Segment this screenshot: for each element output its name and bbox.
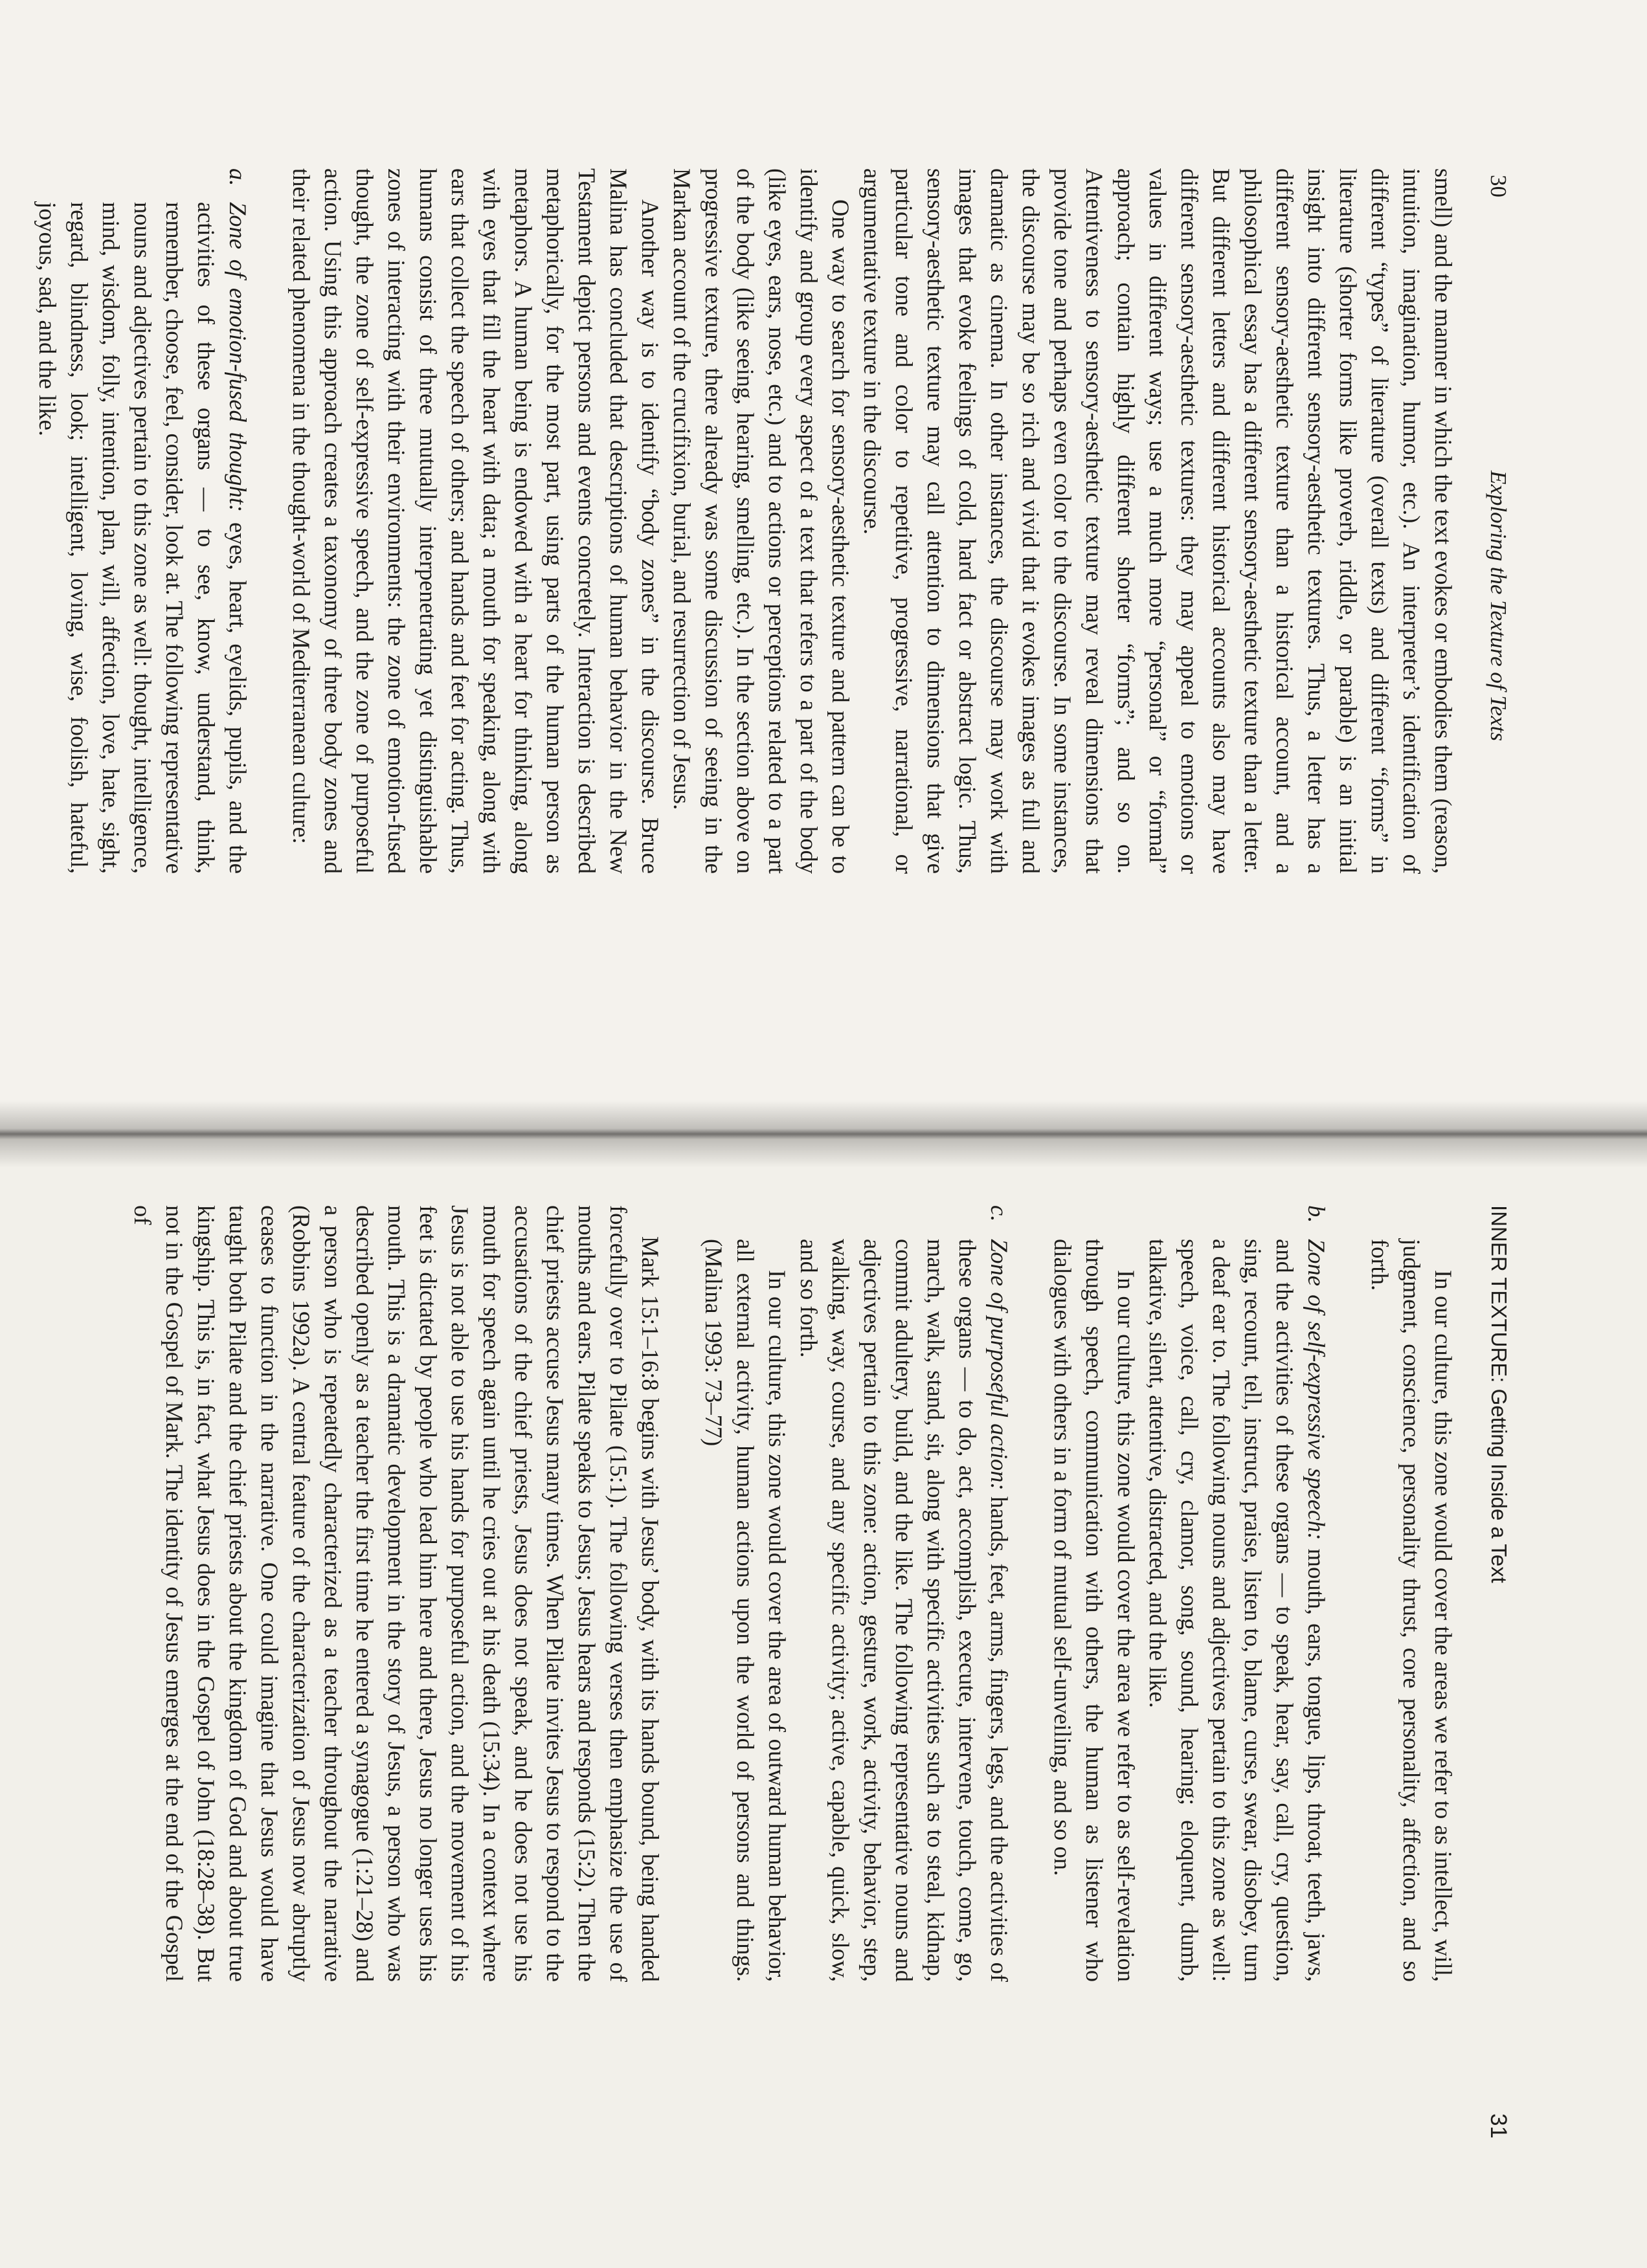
zone-a-title: Zone of emotion-fused thought: [225,202,251,513]
right-text-block [127,1205,1459,1982]
zone-c-body: hands, feet, arms, fingers, legs, and the activities of these organs — to do, act, accomplish, execute, intervene, touch, come, go, march, walk, stand, sit, along with specific activities such as to steal, kidnap, commit adultery, build, and the like. The following representative nouns and adjectives pertain to this zone: action, gesture, work, activity, behavior, step, walking, way, course, and any specific activity; active, capable, quick, slow, and so forth. [796,1239,1013,1982]
paragraph-2: One way to search for sensory-aesthetic texture and pattern can be to identify and group every aspect of a text that refers to a part of the body (like eyes, ears, nose, etc.) and to actions or perceptions related to a part of the body (like seeing, hearing, smelling, etc.). In the section above on progressive texture, there already was some discussion of seeing in the Markan account of the crucifixion, burial, and resurrection of Jesus. [669,168,854,874]
paragraph-mark: Mark 15:1–16:8 begins with Jesus’ body, with its hands bound, being handed forcefully over to Pilate (15:1). The following verses then emphasize the use of mouths and ears. Pilate speaks to Jesus; Jesus hears and responds (15:2). Then the chief priests accuse Jesus many times. When Pilate invites Jesus to respond to the accusations of the chief priests, Jesus does not speak, and he does not use his mouth for speech again until he cries out at his death (15:34). In a context where Jesus is not able to use his hands for purposeful action, and the movement of his feet is dictated by people who lead him here and there, Jesus no longer uses his mouth. This is a dramatic development in the story of Jesus, a person who was described openly as a teacher the first time he entered a synagogue (1:21–28) and a person who is repeatedly characterized as a teacher throughout the narrative (Robbins 1992a). A central feature of the characterization of Jesus now abruptly ceases to function in the narrative. One could imagine that Jesus would have taught both Pilate and the chief priests about the kingdom of God and about true kingship. This is, in fact, what Jesus does in the Gospel of John (18:28–38). But not in the Gospel of Mark. The identity of Jesus emerges at the end of the Gospel of [129,1205,664,1982]
zone-c-item [793,1205,1015,1982]
running-head-right: INNER TEXTURE: Getting Inside a Text [1487,1205,1511,1583]
zone-a-body: eyes, heart, eyelids, pupils, and the activities of these organs — to see, know, understand, think, remember, choose, feel, consider, look at. The following representative nouns and adjectives pertain to this zone as well: thought, intelligence, mind, wisdom, folly, intention, plan, will, affection, love, hate, sight, regard, blindness, look; intelligent, loving, wise, foolish, hateful, joyous, sad, and the like. [34,202,251,874]
zone-b-item [1142,1205,1332,1982]
page-number-right: 31 [1486,2113,1511,2139]
zone-a-letter: a. [225,168,251,186]
zone-c-continuation: In our culture, this zone would cover the area of outward human behavior, all external activity, human actions upon the world of persons and things. (Malina 1993: 73–77) [700,1239,790,1982]
zone-c-letter: c. [986,1205,1013,1222]
page-number-left: 30 [1486,175,1511,197]
zone-a-item [32,168,254,874]
paragraph-1: smell) and the manner in which the text evokes or embodies them (reason, intuition, imagination, humor, etc.). An interpreter’s identification of different “types” of literature (overall texts) and different “forms” in literature (shorter forms like proverb, riddle, or parable) is an initial insight into different sensory-aesthetic textures. Thus, a letter has a different sensory-aesthetic texture than a historical account, and a philosophical essay has a different sensory-aesthetic texture than a letter. But different letters and different historical accounts also may have different sensory-aesthetic textures: they may appeal to emotions or values in different ways; use a much more “personal” or “formal” approach; contain highly different shorter “forms”; and so on. Attentiveness to sensory-aesthetic texture may reveal dimensions that provide tone and perhaps even color to the discourse. In some instances, the discourse may be so rich and vivid that it evokes images as full and dramatic as cinema. In other instances, the discourse may work with images that evoke feelings of cold, hard fact or abstract logic. Thus, sensory-aesthetic texture may call attention to dimensions that give particular tone and color to repetitive, progressive, narrational, or argumentative texture in the discourse. [859,168,1457,874]
running-head-left: Exploring the Texture of Texts [1486,470,1511,742]
zone-c-title: Zone of purposeful action: [986,1239,1013,1491]
zone-b-body: mouth, ears, tongue, lips, throat, teeth, jaws, and the activities of these organs — to speak, hear, say, call, cry, question, sing, recount, tell, instruct, praise, listen to, blame, curse, swear, disobey, turn a deaf ear to. The following nouns and adjectives pertain to this zone as well: speech, voice, call, cry, clamor, song, sound, hearing; eloquent, dumb, talkative, silent, attentive, distracted, and the like. [1145,1239,1330,1982]
right-page [0,1134,1647,2268]
zone-b-letter: b. [1303,1205,1330,1223]
zone-b-title: Zone of self-expressive speech: [1303,1239,1330,1540]
zone-b-continuation: In our culture, this zone would cover the area we refer to as self-revelation through speech, communication with others, the human as listener who dialogues with others in a form of mutual self-unveiling, and so on. [1049,1239,1139,1982]
zone-a-continuation: In our culture, this zone would cover the areas we refer to as intellect, will, judgment, conscience, personality thrust, core personality, affection, and so forth. [1367,1239,1457,1982]
left-text-block [32,168,1459,874]
paragraph-3: Another way is to identify “body zones” in the discourse. Bruce Malina has concluded that descriptions of human behavior in the New Testament depict persons and events concretely. Interaction is described metaphorically, for the most part, using parts of the human person as metaphors. A human being is endowed with a heart for thinking, along with eyes that fill the heart with data; a mouth for speaking, along with ears that collect the speech of others; and hands and feet for acting. Thus, humans consist of three mutually interpenetrating yet distinguishable zones of interacting with their environments: the zone of emotion-fused thought, the zone of self-expressive speech, and the zone of purposeful action. Using this approach creates a taxonomy of three body zones and their related phenomena in the thought-world of Mediterranean culture: [288,168,664,874]
